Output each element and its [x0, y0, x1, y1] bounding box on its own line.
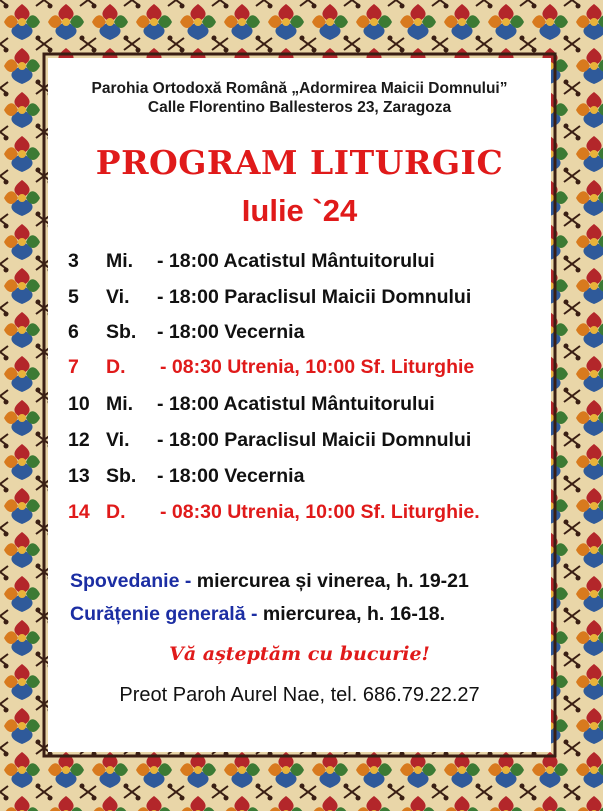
schedule-desc: - 08:30 Utrenia, 10:00 Sf. Liturghie. — [160, 501, 480, 523]
confession-info — [70, 570, 469, 593]
priest-contact: Preot Paroh Aurel Nae, tel. 686.79.22.27 — [119, 684, 480, 706]
schedule-day: Sb. — [106, 321, 137, 343]
schedule-desc: - 08:30 Utrenia, 10:00 Sf. Liturghie — [160, 356, 475, 378]
schedule-desc: - 18:00 Paraclisul Maicii Domnului — [157, 429, 472, 451]
confession-label: Spovedanie - — [70, 570, 192, 592]
schedule-desc: - 18:00 Acatistul Mântuitorului — [157, 250, 435, 272]
month-title: Iulie `24 — [241, 193, 358, 228]
cleaning-info — [70, 603, 445, 626]
schedule-date: 13 — [68, 465, 90, 487]
cleaning-label: Curățenie generală - — [70, 603, 258, 625]
schedule-date: 12 — [68, 429, 90, 451]
schedule-date: 14 — [68, 501, 90, 523]
schedule-desc: - 18:00 Acatistul Mântuitorului — [157, 393, 435, 415]
schedule-date: 3 — [68, 250, 79, 272]
schedule-day: Mi. — [106, 250, 134, 272]
parish-address: Calle Florentino Ballesteros 23, Zaragoza — [147, 99, 452, 116]
parish-name: Parohia Ortodoxă Română „Adormirea Maicii Domnului” — [91, 80, 508, 97]
schedule-desc: - 18:00 Vecernia — [157, 321, 305, 343]
schedule-date: 5 — [68, 286, 79, 308]
schedule-day: Vi. — [106, 286, 130, 308]
schedule-day: Mi. — [106, 393, 134, 415]
schedule-day: D. — [106, 356, 126, 378]
schedule-date: 10 — [68, 393, 90, 415]
page-title: PROGRAM LITURGIC — [95, 143, 504, 182]
schedule-desc: - 18:00 Vecernia — [157, 465, 305, 487]
schedule-day: Sb. — [106, 465, 137, 487]
schedule-date: 6 — [68, 321, 79, 343]
cleaning-text: miercurea, h. 16-18. — [257, 603, 446, 625]
welcome-message: Vă așteptăm cu bucurie! — [169, 643, 430, 665]
schedule-desc: - 18:00 Paraclisul Maicii Domnului — [157, 286, 472, 308]
schedule-day: D. — [106, 501, 126, 523]
schedule-day: Vi. — [106, 429, 130, 451]
confession-text: miercurea și vinerea, h. 19-21 — [191, 570, 469, 592]
schedule-date: 7 — [68, 356, 79, 378]
